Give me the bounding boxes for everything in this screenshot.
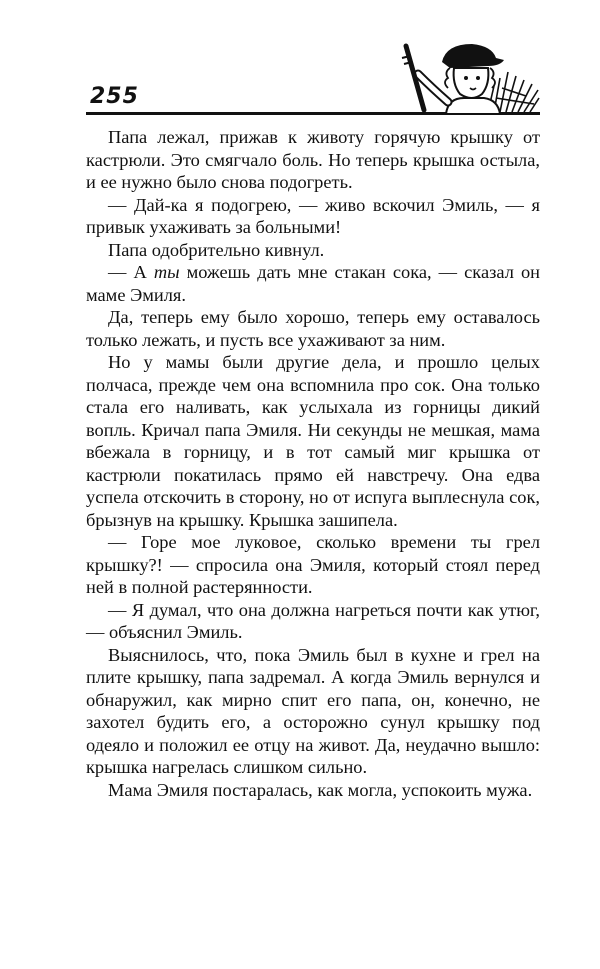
dialogue-end: можешь дать мне стакан сока, — сказал он маме Эмиля. xyxy=(86,262,541,305)
paragraph: — Я думал, что она должна нагреться почти как утюг, — объяснил Эмиль. xyxy=(86,599,540,642)
page-number: 255 xyxy=(90,84,139,109)
paragraph: Папа одобрительно кивнул. xyxy=(108,239,325,260)
running-header xyxy=(86,38,540,122)
paragraph: Выяснилось, что, пока Эмиль был в кухне и грел на плите крышку, папа задремал. А когда Эмиль вернулся и обнаружил, как мирно спит его папа, он, конечно, не захотел будить его, а осторожно сунул крышку под одеяло и положил ее отцу на живот. Да, неудачно вышло: крышка нагрелась слишком сильно. xyxy=(86,644,540,777)
body-text xyxy=(86,126,540,801)
dialogue-start: — А xyxy=(108,262,154,282)
paragraph: Да, теперь ему было хорошо, теперь ему оставалось только лежать, и пусть все ухаживают за ним. xyxy=(86,307,540,350)
paragraph: Папа лежал, прижав к животу горячую крышку от кастрюли. Это смягчало боль. Но теперь крышка остыла, и ее нужно было снова подогреть. xyxy=(86,127,540,192)
paragraph: Мама Эмиля постаралась, как могла, успокоить мужа. xyxy=(108,779,533,800)
paragraph xyxy=(86,261,540,306)
emil-illustration xyxy=(376,38,540,114)
emphasis-ty: ты xyxy=(153,262,180,282)
paragraph: Но у мамы были другие дела, и прошло целых полчаса, прежде чем она вспомнила про сок. Она только стала его наливать, как услыхала из горницы дикий вопль. Кричал папа Эмиля. Ни секунды не мешкая, мама вбежала в горницу, и в тот самый миг крышка от кастрюли покатилась прямо ей навстречу. Она едва успела отскочить в сторону, но от испуга выплеснула сок, брызнув на крышку. Крышка зашипела. xyxy=(86,352,540,530)
paragraph: — Дай-ка я подогрею, — живо вскочил Эмиль, — я привык ухаживать за больными! xyxy=(86,194,540,237)
paragraph: — Горе мое луковое, сколько времени ты грел крышку?! — спросила она Эмиля, который стоял перед ней в полной растерянности. xyxy=(86,532,540,597)
